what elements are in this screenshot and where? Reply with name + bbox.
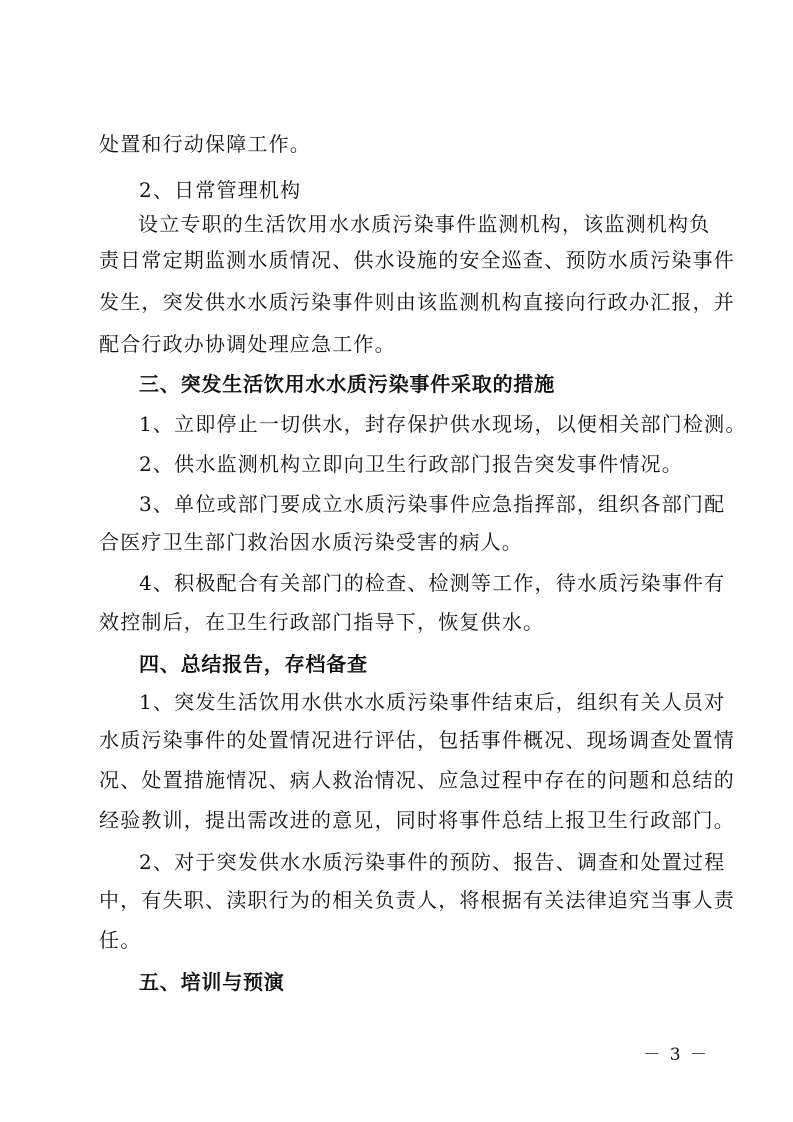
paragraph-line: 况、处置措施情况、病人救治情况、应急过程中存在的问题和总结的 [99, 768, 735, 792]
paragraph-line: 责日常定期监测水质情况、供水设施的安全巡查、预防水质污染事件 [99, 248, 735, 272]
paragraph-line: 合医疗卫生部门救治因水质污染受害的病人。 [99, 530, 523, 554]
subheading-line: 2、日常管理机构 [139, 178, 302, 202]
paragraph-line: 1、立即停止一切供水，封存保护供水现场，以便相关部门检测。 [139, 412, 747, 436]
paragraph-line: 2、供水监测机构立即向卫生行政部门报告突发事件情况。 [139, 452, 683, 476]
section-heading-3: 三、突发生活饮用水水质污染事件采取的措施 [139, 372, 555, 396]
section-heading-5: 五、培训与预演 [139, 970, 285, 994]
paragraph-line: 处置和行动保障工作。 [99, 132, 311, 156]
paragraph-line: 1、突发生活饮用水供水水质污染事件结束后，组织有关人员对 [139, 690, 726, 714]
paragraph-line: 3、单位或部门要成立水质污染事件应急指挥部，组织各部门配 [139, 492, 726, 516]
paragraph-line: 水质污染事件的处置情况进行评估，包括事件概况、现场调查处置情 [99, 728, 735, 752]
paragraph-line: 配合行政办协调处理应急工作。 [99, 332, 396, 356]
paragraph-line: 4、积极配合有关部门的检查、检测等工作，待水质污染事件有 [139, 571, 726, 595]
paragraph-line: 发生，突发供水水质污染事件则由该监测机构直接向行政办汇报，并 [99, 290, 735, 314]
section-heading-4: 四、总结报告，存档备查 [139, 652, 368, 676]
page-number: － 3 － [643, 1045, 709, 1065]
paragraph-line: 效控制后，在卫生行政部门指导下，恢复供水。 [99, 610, 545, 634]
paragraph-line: 2、对于突发供水水质污染事件的预防、报告、调查和处置过程 [139, 850, 726, 874]
paragraph-line: 任。 [99, 928, 142, 952]
paragraph-line: 设立专职的生活饮用水水质污染事件监测机构，该监测机构负 [138, 212, 711, 236]
paragraph-line: 中，有失职、渎职行为的相关负责人，将根据有关法律追究当事人责 [99, 888, 735, 912]
paragraph-line: 经验教训，提出需改进的意见，同时将事件总结上报卫生行政部门。 [99, 808, 735, 832]
